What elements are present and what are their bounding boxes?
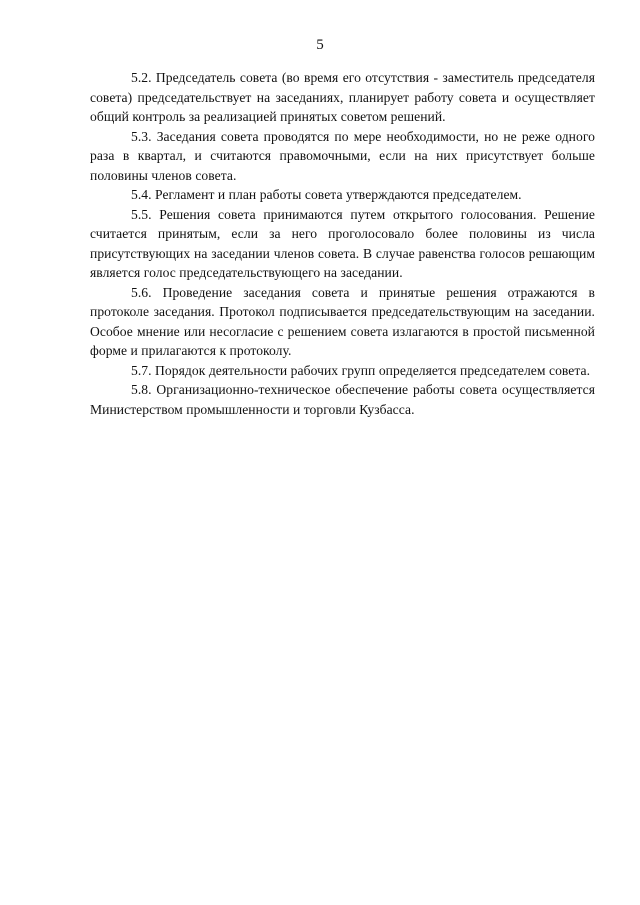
paragraph-5-2: 5.2. Председатель совета (во время его отсутствия - заместитель председателя совета) председательствует на заседаниях, планирует работу совета и осуществляет общий контроль за реализацией принятых советом решений. xyxy=(90,70,595,124)
paragraph-5-6: 5.6. Проведение заседания совета и принятые решения отражаются в протоколе заседания. Протокол подписывается председательствующим на заседании. Особое мнение или несогласие с решением совета излагаются в простой письменной форме и прилагаются к протоколу. xyxy=(90,284,595,358)
paragraph-5-3: 5.3. Заседания совета проводятся по мере необходимости, но не реже одного раза в квартал, и считаются правомочными, если на них присутствует больше половины членов совета. xyxy=(90,128,595,183)
paragraph-5-5: 5.5. Решения совета принимаются путем открытого голосования. Решение считается принятым, если за него проголосовало более половины из числа присутствующих на заседании членов совета. В случае равенства голосов решающим является голос председательствующего на заседании. xyxy=(90,206,595,280)
paragraph-5-8: 5.8. Организационно-техническое обеспечение работы совета осуществляется Министерством промышленности и торговли Кузбасса. xyxy=(90,382,595,417)
document-body xyxy=(90,68,595,419)
paragraph-5-7: 5.7. Порядок деятельности рабочих групп определяется председателем совета. xyxy=(131,362,591,378)
paragraph-5-4: 5.4. Регламент и план работы совета утверждаются председателем. xyxy=(131,187,522,202)
page-number: 5 xyxy=(316,37,324,53)
